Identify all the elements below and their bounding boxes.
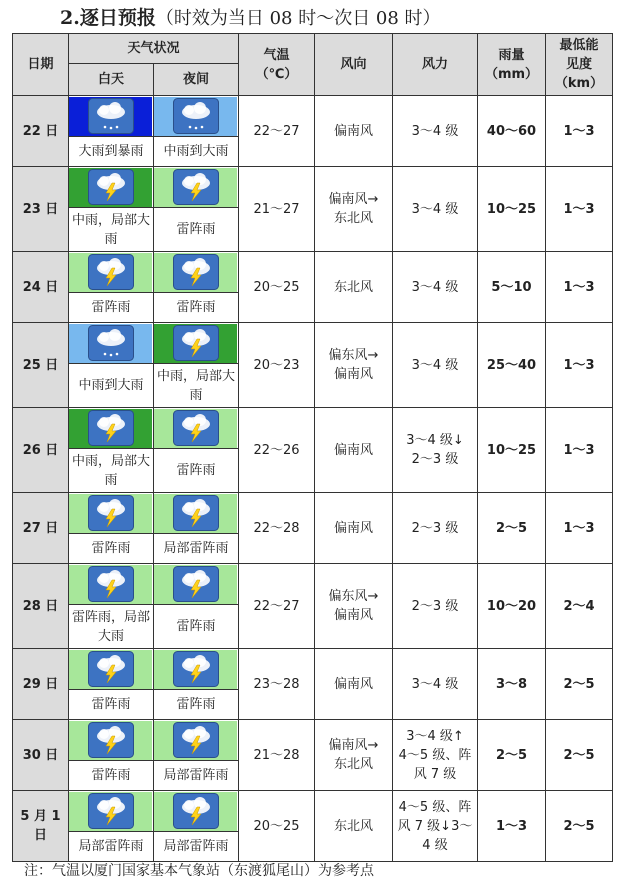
- day-icon-cell: [69, 252, 154, 293]
- day-description: 雷阵雨: [69, 690, 154, 720]
- date-cell: 22 日: [13, 96, 69, 167]
- forecast-row: [13, 720, 613, 761]
- wind-force-cell: 2～3 级: [393, 493, 478, 564]
- wind-direction-cell: 偏南风: [315, 493, 393, 564]
- visibility-cell: 1～3: [546, 96, 613, 167]
- rain-cloud-icon: [173, 98, 219, 134]
- date-cell: 25 日: [13, 323, 69, 408]
- daily-forecast-table: [12, 33, 613, 862]
- date-cell: 27 日: [13, 493, 69, 564]
- day-icon-cell: [69, 323, 154, 364]
- weather-tile: [154, 565, 237, 604]
- date-cell: 29 日: [13, 649, 69, 720]
- temperature-cell: 21～28: [239, 720, 315, 791]
- night-icon-cell: [154, 323, 239, 364]
- header-day: 白天: [69, 64, 154, 96]
- thunderstorm-icon: [173, 651, 219, 687]
- forecast-row: [13, 323, 613, 364]
- day-description: 中雨，局部大雨: [69, 208, 154, 252]
- thunderstorm-icon: [173, 410, 219, 446]
- night-description: 中雨到大雨: [154, 137, 239, 167]
- section-title: [60, 2, 441, 34]
- forecast-row: [13, 252, 613, 293]
- rainfall-cell: 10～25: [478, 167, 546, 252]
- visibility-cell: 1～3: [546, 408, 613, 493]
- thunderstorm-icon: [88, 254, 134, 290]
- thunderstorm-icon: [88, 651, 134, 687]
- thunderstorm-icon: [173, 722, 219, 758]
- header-wind-force: 风力: [393, 34, 478, 96]
- day-description: 雷阵雨，局部大雨: [69, 605, 154, 649]
- temperature-cell: 22～28: [239, 493, 315, 564]
- day-description: 大雨到暴雨: [69, 137, 154, 167]
- weather-tile: [69, 721, 152, 760]
- day-description: 中雨，局部大雨: [69, 449, 154, 493]
- visibility-cell: 1～3: [546, 323, 613, 408]
- thunderstorm-icon: [88, 566, 134, 602]
- wind-direction-cell: 偏南风→ 东北风: [315, 720, 393, 791]
- header-wind-direction: 风向: [315, 34, 393, 96]
- wind-force-cell: 3～4 级: [393, 649, 478, 720]
- wind-force-cell: 3～4 级↑ 4～5 级、阵 风 7 级: [393, 720, 478, 791]
- forecast-row: [13, 408, 613, 449]
- wind-force-cell: 3～4 级: [393, 96, 478, 167]
- visibility-cell: 1～3: [546, 252, 613, 323]
- temperature-cell: 22～27: [239, 96, 315, 167]
- rainfall-cell: 1～3: [478, 791, 546, 862]
- wind-force-cell: 4～5 级、阵 风 7 级↓3～ 4 级: [393, 791, 478, 862]
- header-rainfall: 雨量 （mm）: [478, 34, 546, 96]
- temperature-cell: 20～25: [239, 791, 315, 862]
- weather-tile: [69, 565, 152, 604]
- weather-tile: [154, 792, 237, 831]
- header-temperature: 气温 （℃）: [239, 34, 315, 96]
- date-cell: 28 日: [13, 564, 69, 649]
- day-description: 局部雷阵雨: [69, 832, 154, 862]
- forecast-row: [13, 649, 613, 690]
- rainfall-cell: 25～40: [478, 323, 546, 408]
- night-description: 雷阵雨: [154, 605, 239, 649]
- thunderstorm-icon: [88, 722, 134, 758]
- night-icon-cell: [154, 649, 239, 690]
- weather-tile: [69, 324, 152, 363]
- footnote: 注：气温以厦门国家基本气象站（东渡狐尾山）为参考点: [24, 863, 374, 879]
- weather-tile: [154, 253, 237, 292]
- header-weather: 天气状况: [69, 34, 239, 64]
- thunderstorm-icon: [173, 325, 219, 361]
- night-description: 雷阵雨: [154, 690, 239, 720]
- weather-tile: [154, 324, 237, 363]
- day-description: 雷阵雨: [69, 761, 154, 791]
- header-visibility: 最低能 见度 （km）: [546, 34, 613, 96]
- wind-direction-cell: 东北风: [315, 791, 393, 862]
- date-cell: 23 日: [13, 167, 69, 252]
- night-icon-cell: [154, 167, 239, 208]
- thunderstorm-icon: [88, 495, 134, 531]
- temperature-cell: 20～25: [239, 252, 315, 323]
- thunderstorm-icon: [173, 169, 219, 205]
- wind-force-cell: 2～3 级: [393, 564, 478, 649]
- weather-tile: [154, 721, 237, 760]
- night-icon-cell: [154, 493, 239, 534]
- section-subtitle: （时效为当日 08 时～次日 08 时）: [155, 8, 441, 29]
- weather-tile: [69, 97, 152, 136]
- day-icon-cell: [69, 493, 154, 534]
- night-description: 中雨，局部大雨: [154, 364, 239, 408]
- night-icon-cell: [154, 564, 239, 605]
- weather-tile: [154, 168, 237, 207]
- date-cell: 30 日: [13, 720, 69, 791]
- rainfall-cell: 10～25: [478, 408, 546, 493]
- night-description: 雷阵雨: [154, 208, 239, 252]
- night-description: 局部雷阵雨: [154, 832, 239, 862]
- rainfall-cell: 5～10: [478, 252, 546, 323]
- day-icon-cell: [69, 96, 154, 137]
- thunderstorm-icon: [88, 410, 134, 446]
- night-icon-cell: [154, 96, 239, 137]
- wind-direction-cell: 偏南风: [315, 408, 393, 493]
- day-icon-cell: [69, 649, 154, 690]
- date-cell: 5 月 1 日: [13, 791, 69, 862]
- thunderstorm-icon: [88, 169, 134, 205]
- wind-direction-cell: 偏南风: [315, 96, 393, 167]
- rainfall-cell: 40～60: [478, 96, 546, 167]
- wind-direction-cell: 偏南风→ 东北风: [315, 167, 393, 252]
- wind-direction-cell: 偏东风→ 偏南风: [315, 323, 393, 408]
- rainfall-cell: 2～5: [478, 493, 546, 564]
- day-description: 雷阵雨: [69, 534, 154, 564]
- temperature-cell: 22～27: [239, 564, 315, 649]
- day-icon-cell: [69, 408, 154, 449]
- wind-force-cell: 3～4 级: [393, 323, 478, 408]
- night-icon-cell: [154, 720, 239, 761]
- night-description: 雷阵雨: [154, 293, 239, 323]
- forecast-row: [13, 791, 613, 832]
- day-icon-cell: [69, 791, 154, 832]
- weather-tile: [69, 792, 152, 831]
- header-date: 日期: [13, 34, 69, 96]
- temperature-cell: 21～27: [239, 167, 315, 252]
- rainfall-cell: 3～8: [478, 649, 546, 720]
- wind-force-cell: 3～4 级: [393, 167, 478, 252]
- rainfall-cell: 2～5: [478, 720, 546, 791]
- temperature-cell: 23～28: [239, 649, 315, 720]
- day-description: 雷阵雨: [69, 293, 154, 323]
- visibility-cell: 1～3: [546, 167, 613, 252]
- visibility-cell: 2～5: [546, 649, 613, 720]
- wind-direction-cell: 偏南风: [315, 649, 393, 720]
- day-description: 中雨到大雨: [69, 364, 154, 408]
- weather-tile: [69, 650, 152, 689]
- weather-tile: [69, 168, 152, 207]
- thunderstorm-icon: [88, 793, 134, 829]
- rain-cloud-icon: [88, 98, 134, 134]
- thunderstorm-icon: [173, 495, 219, 531]
- forecast-row: [13, 493, 613, 534]
- forecast-row: [13, 167, 613, 208]
- wind-force-cell: 3～4 级↓ 2～3 级: [393, 408, 478, 493]
- night-icon-cell: [154, 252, 239, 293]
- day-icon-cell: [69, 564, 154, 605]
- weather-tile: [154, 409, 237, 448]
- night-icon-cell: [154, 791, 239, 832]
- weather-tile: [69, 494, 152, 533]
- weather-tile: [69, 253, 152, 292]
- forecast-row: [13, 564, 613, 605]
- visibility-cell: 2～4: [546, 564, 613, 649]
- visibility-cell: 2～5: [546, 791, 613, 862]
- thunderstorm-icon: [173, 566, 219, 602]
- visibility-cell: 2～5: [546, 720, 613, 791]
- wind-direction-cell: 东北风: [315, 252, 393, 323]
- night-description: 雷阵雨: [154, 449, 239, 493]
- wind-direction-cell: 偏东风→ 偏南风: [315, 564, 393, 649]
- rain-cloud-icon: [88, 325, 134, 361]
- wind-force-cell: 3～4 级: [393, 252, 478, 323]
- weather-tile: [69, 409, 152, 448]
- temperature-cell: 22～26: [239, 408, 315, 493]
- forecast-row: [13, 96, 613, 137]
- night-icon-cell: [154, 408, 239, 449]
- visibility-cell: 1～3: [546, 493, 613, 564]
- weather-tile: [154, 650, 237, 689]
- date-cell: 24 日: [13, 252, 69, 323]
- date-cell: 26 日: [13, 408, 69, 493]
- day-icon-cell: [69, 167, 154, 208]
- weather-tile: [154, 494, 237, 533]
- header-night: 夜间: [154, 64, 239, 96]
- rainfall-cell: 10～20: [478, 564, 546, 649]
- night-description: 局部雷阵雨: [154, 534, 239, 564]
- night-description: 局部雷阵雨: [154, 761, 239, 791]
- thunderstorm-icon: [173, 254, 219, 290]
- day-icon-cell: [69, 720, 154, 761]
- weather-tile: [154, 97, 237, 136]
- temperature-cell: 20～23: [239, 323, 315, 408]
- section-number: 2.逐日预报: [60, 7, 156, 29]
- thunderstorm-icon: [173, 793, 219, 829]
